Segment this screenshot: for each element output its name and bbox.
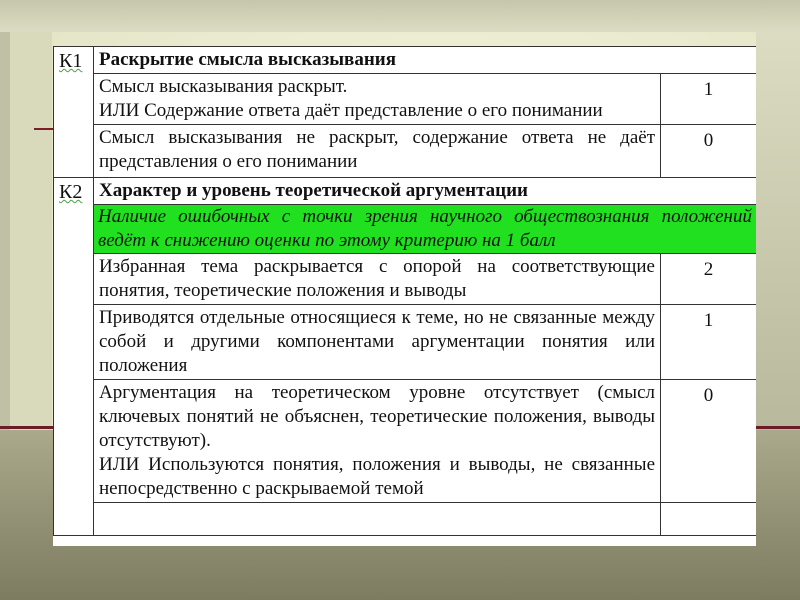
description-line: ИЛИ Содержание ответа даёт представление о его понимании	[99, 100, 603, 121]
criterion-score: 0	[661, 125, 757, 178]
criterion-description: Смысл высказывания не раскрыт, содержание ответа не даёт представления о его понимании	[94, 125, 661, 178]
criterion-code-k1	[54, 47, 94, 178]
criterion-score: 1	[661, 74, 757, 125]
description-line: Смысл высказывания раскрыт.	[99, 76, 348, 97]
criterion-description	[94, 74, 661, 125]
table-row	[54, 503, 757, 536]
criterion-description: Приводятся отдельные относящиеся к теме, но не связанные между собой и другими компонентами аргументации понятия или положения	[94, 305, 661, 380]
criterion-description	[94, 380, 661, 503]
description-line: Аргументация на теоретическом уровне отсутствует (смысл ключевых понятий не объяснен, теоретические положения, выводы отсутствуют).	[99, 382, 655, 451]
slide-top-band	[0, 0, 800, 32]
table-row	[54, 205, 757, 254]
description-line: ИЛИ Используются понятия, положения и выводы, не связанные непосредственно с раскрываемой темой	[99, 454, 655, 499]
criterion-score: 2	[661, 254, 757, 305]
criterion-title-k2: Характер и уровень теоретической аргументации	[94, 178, 757, 205]
table-row	[54, 125, 757, 178]
penalty-note: Наличие ошибочных с точки зрения научного обществознания положений ведёт к снижению оценки по этому критерию на 1 балл	[94, 205, 757, 254]
table-row	[54, 74, 757, 125]
next-row-partial	[94, 503, 661, 536]
table-row	[54, 380, 757, 503]
table-row	[54, 254, 757, 305]
next-row-partial-score	[661, 503, 757, 536]
criteria-table	[53, 46, 756, 536]
criterion-title-k1: Раскрытие смысла высказывания	[94, 47, 757, 74]
table-row	[54, 178, 757, 205]
criterion-description: Избранная тема раскрывается с опорой на соответствующие понятия, теоретические положения и выводы	[94, 254, 661, 305]
criterion-score: 1	[661, 305, 757, 380]
criterion-code-text: К2	[59, 181, 83, 203]
table-row	[54, 47, 757, 74]
criterion-code-k2	[54, 178, 94, 536]
criterion-score: 0	[661, 380, 757, 503]
criterion-code-text: К1	[59, 50, 83, 72]
table-row	[54, 305, 757, 380]
criteria-table-panel	[53, 46, 756, 546]
